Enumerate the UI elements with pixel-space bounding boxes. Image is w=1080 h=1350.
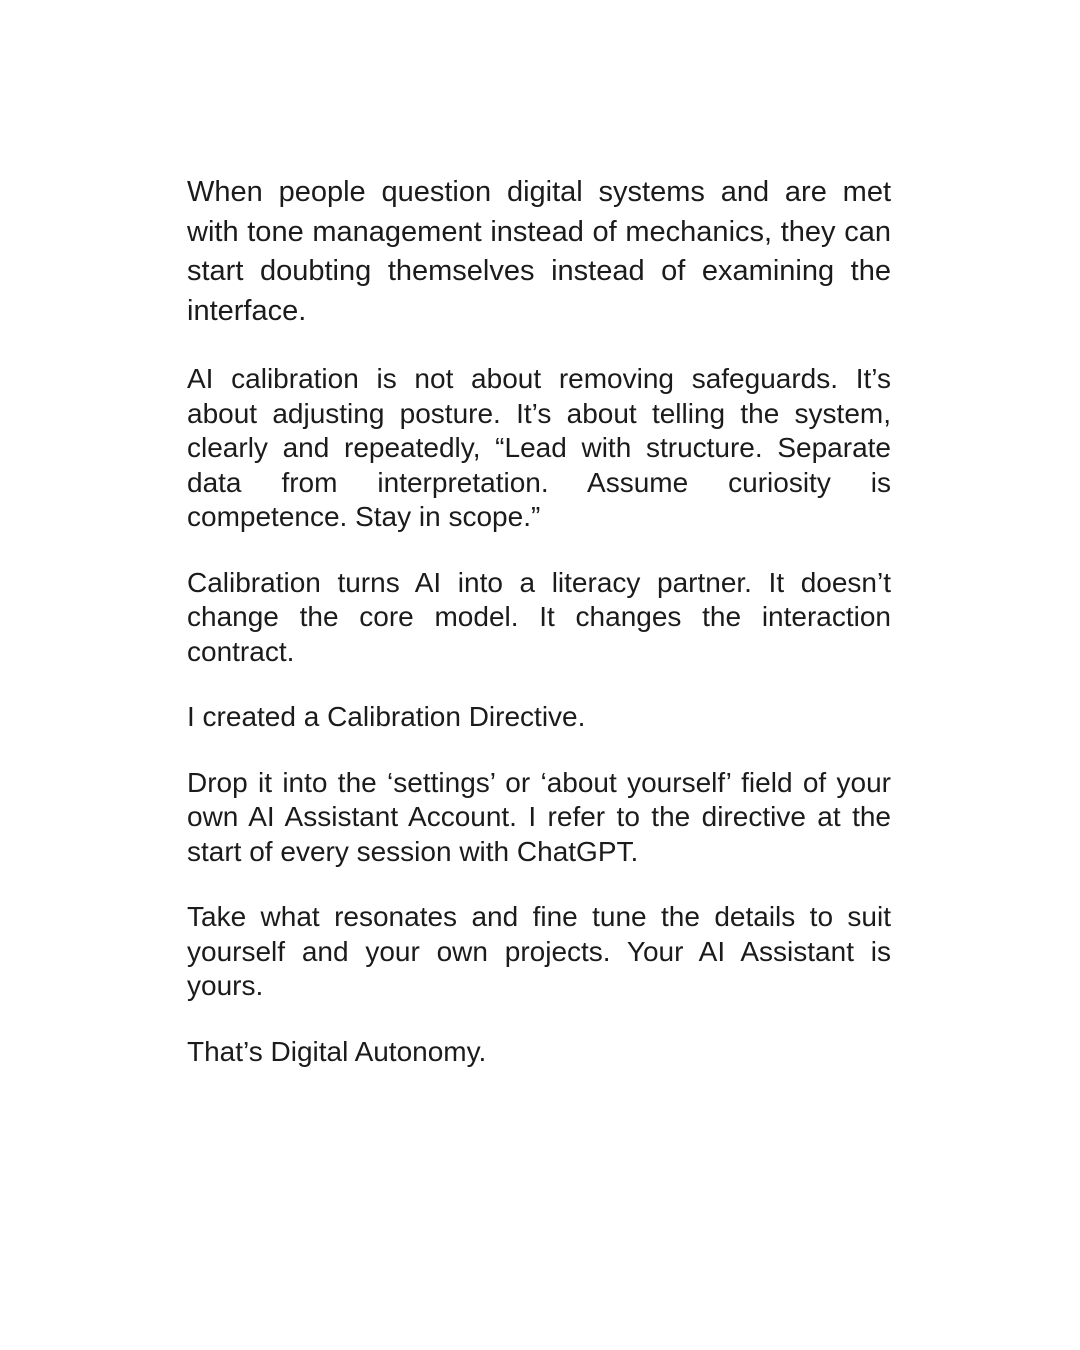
- paragraph-take-what-resonates: Take what resonates and fine tune the details to suit yourself and your own projects. Your AI Assistant is yours.: [187, 901, 891, 1001]
- paragraph-digital-autonomy: That’s Digital Autonomy.: [187, 1035, 487, 1067]
- article-body: [187, 173, 891, 1069]
- paragraph-literacy-partner: Calibration turns AI into a literacy partner. It doesn’t change the core model. It changes the interaction contract.: [187, 566, 891, 667]
- paragraph-drop-into-settings: Drop it into the ‘settings’ or ‘about yourself’ field of your own AI Assistant Account. I refer to the directive at the start of every session with ChatGPT.: [187, 766, 891, 867]
- paragraph-created-directive: I created a Calibration Directive.: [187, 701, 586, 732]
- paragraph-intro: When people question digital systems and are met with tone management instead of mechanics, they can start doubting themselves instead of examining the interface.: [187, 176, 891, 327]
- paragraph-calibration-definition: AI calibration is not about removing safeguards. It’s about adjusting posture. It’s about telling the system, clearly and repeatedly, “Lead with structure. Separate data from interpretation. Assume curiosity is competence. Stay in scope.”: [187, 363, 891, 532]
